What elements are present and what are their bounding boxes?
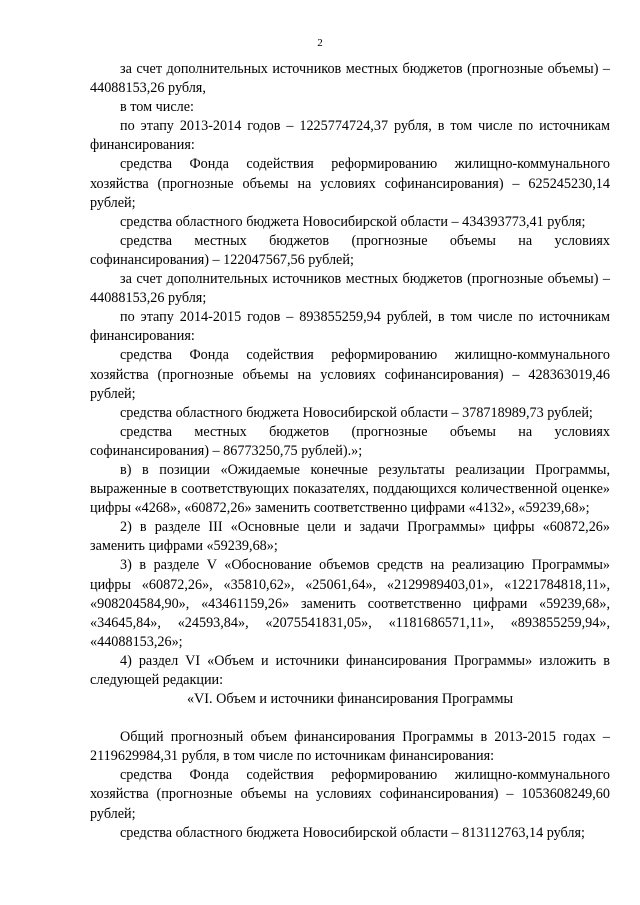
- paragraph: средства Фонда содействия реформированию жилищно-коммунального хозяйства (прогнозные объемы на условиях софинансирования) – 1053608249,60 рублей;: [90, 767, 610, 822]
- paragraph: в) в позиции «Ожидаемые конечные результаты реализации Программы, выраженные в соответствующих показателях, поддающихся количественной оценке» цифры «4268», «60872,26» заменить соответственно цифрами «4132», «59239,68»;: [90, 461, 610, 517]
- paragraph: средства местных бюджетов (прогнозные объемы на условиях софинансирования) – 122047567,56 рублей;: [90, 232, 610, 268]
- section-heading: «VI. Объем и источники финансирования Программы: [186, 691, 514, 708]
- paragraph: за счет дополнительных источников местных бюджетов (прогнозные объемы) – 44088153,26 рубля,: [90, 61, 610, 97]
- paragraph: 3) в разделе V «Обоснование объемов средств на реализацию Программы» цифры «60872,26», «35810,62», «25061,64», «2129989403,01», «1221784818,11», «908204584,90», «43461159,26» заменить соответственно цифрами «59239,68», «34645,84», «24593,84», «2075541831,05», «1181686571,11», «893855259,94», «44088153,26»;: [90, 557, 610, 650]
- paragraph: по этапу 2014-2015 годов – 893855259,94 рублей, в том числе по источникам финансирования:: [90, 309, 610, 345]
- paragraph: по этапу 2013-2014 годов – 1225774724,37 рубля, в том числе по источникам финансирования:: [90, 118, 610, 154]
- paragraph: за счет дополнительных источников местных бюджетов (прогнозные объемы) – 44088153,26 рубля;: [90, 271, 610, 307]
- paragraph: 4) раздел VI «Объем и источники финансирования Программы» изложить в следующей редакции:: [90, 652, 610, 688]
- page-number: 2: [317, 37, 323, 49]
- paragraph: средства местных бюджетов (прогнозные объемы на условиях софинансирования) – 86773250,75 рублей).»;: [90, 423, 610, 459]
- paragraph: средства областного бюджета Новосибирской области – 378718989,73 рублей;: [120, 404, 593, 421]
- paragraph: 2) в разделе III «Основные цели и задачи Программы» цифры «60872,26» заменить цифрами «59239,68»;: [90, 519, 610, 555]
- paragraph: Общий прогнозный объем финансирования Программы в 2013-2015 годах – 2119629984,31 рубля, в том числе по источникам финансирования:: [90, 729, 610, 765]
- paragraph: средства областного бюджета Новосибирской области – 813112763,14 рубля;: [120, 824, 585, 841]
- blank-line: [90, 709, 610, 728]
- paragraph: средства Фонда содействия реформированию жилищно-коммунального хозяйства (прогнозные объемы на условиях софинансирования) – 625245230,14 рублей;: [90, 156, 610, 211]
- paragraph: в том числе:: [120, 99, 194, 116]
- paragraph: средства областного бюджета Новосибирской области – 434393773,41 рубля;: [120, 213, 586, 230]
- paragraph: средства Фонда содействия реформированию жилищно-коммунального хозяйства (прогнозные объемы на условиях софинансирования) – 428363019,46 рублей;: [90, 347, 610, 402]
- document-body: [90, 60, 610, 843]
